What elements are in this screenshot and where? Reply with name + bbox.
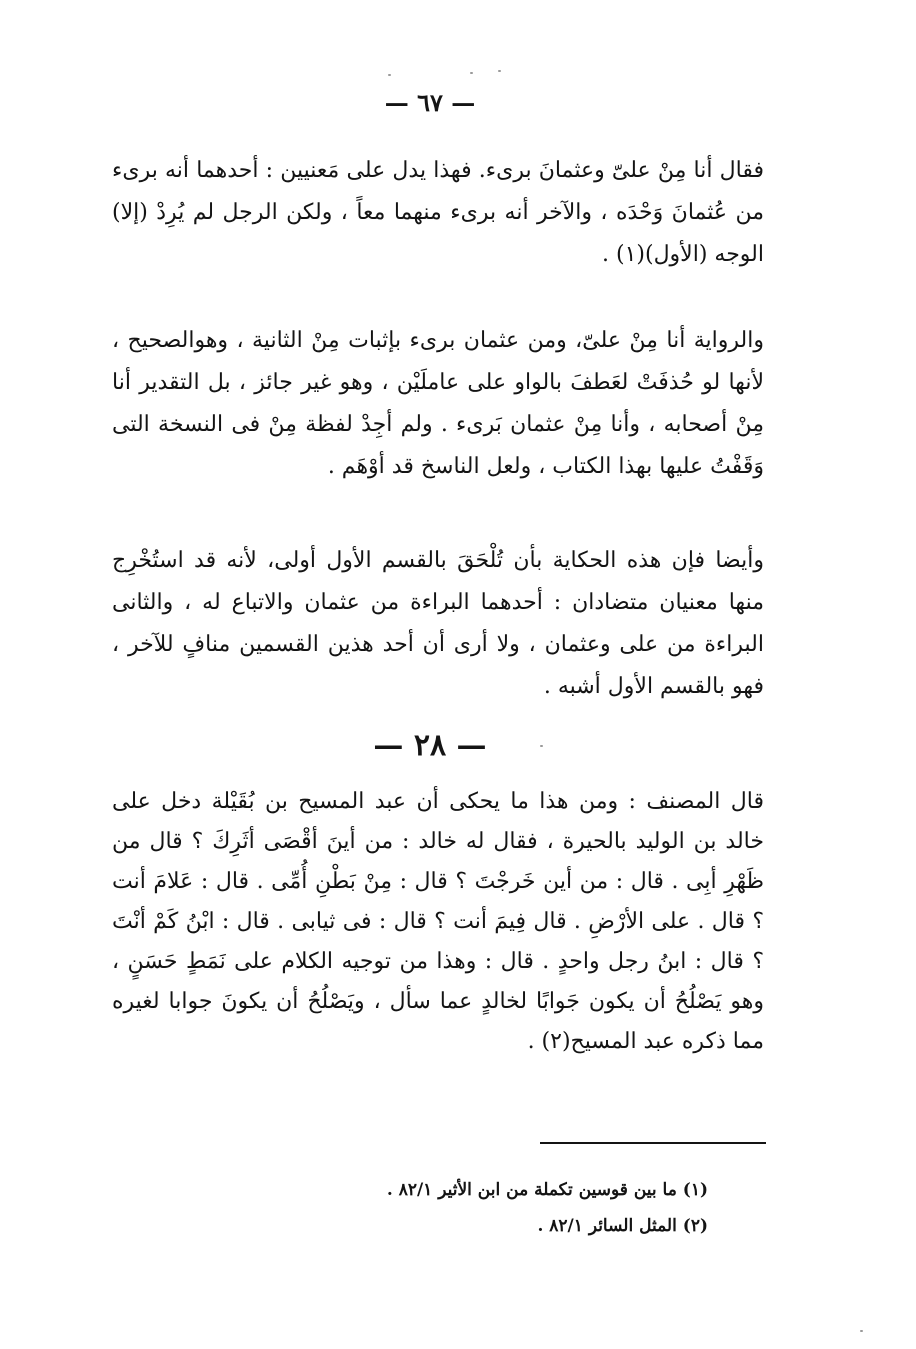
scan-speck — [860, 1330, 863, 1332]
footnotes — [200, 1172, 708, 1244]
paragraph-1 — [112, 150, 764, 276]
scan-speck — [470, 72, 473, 74]
page-number: — ٦٧ — — [384, 88, 476, 117]
paragraph-text: فقال أنا مِنْ علىّ وعثمانَ برىء. فهذا يدل على مَعنيين : أحدهما أنه برىء من عُثمانَ وَحْدَه ، والآخر أنه برىء منهما معاً ، ولكن الرجل لم يُرِدْ (إلا) الوجه (الأول)(١) . — [112, 158, 764, 267]
paragraph-text: وأيضا فإن هذه الحكاية بأن تُلْحَقَ بالقسم الأول أولى، لأنه قد استُخْرِج منها معنيان متضادان : أحدهما البراءة من عثمان والاتباع له ، والثانى البراءة من على وعثمان ، ولا أرى أن أحد هذين القسمين منافٍ للآخر ، فهو بالقسم الأول أشبه . — [112, 548, 764, 699]
paragraph-text: والرواية أنا مِنْ علىّ، ومن عثمان برىء بإثبات مِنْ الثانية ، وهوالصحيح ، لأنها لو حُذفَتْ لعَطفَ بالواو على عاملَيْن ، وهو غير جائز ، بل التقدير أنا مِنْ أصحابه ، وأنا مِنْ عثمان بَرىء . ولم أجِدْ لفظة مِنْ فى النسخة التى وَقَفْتُ عليها بهذا الكتاب ، ولعل الناسخ قد أوْهَم . — [112, 328, 765, 479]
paragraph-text: قال المصنف : ومن هذا ما يحكى أن عبد المسيح بن بُقَيْلة دخل على خالد بن الوليد بالحيرة ، فقال له خالد : من أينَ أقْصَى أثَرِكَ ؟ قال من ظَهْرِ أبِى . قال : من أين خَرجْتَ ؟ قال : مِنْ بَطْنِ أُمِّى . قال : عَلامَ أنت ؟ قال . على الأرْضِ . قال فِيمَ أنت ؟ قال : فى ثيابى . قال : ابْنُ كَمْ أنْتَ ؟ قال : ابنُ رجل واحدٍ . قال : وهذا من توجيه الكلام على نَمَطٍ حَسَنٍ ، وهو يَصْلُحُ أن يكون جَوابًا لخالدٍ عما سأل ، ويَصْلُحُ أن يكونَ جوابا لغيره مما ذكره عبد المسيح(٢) . — [112, 789, 764, 1054]
section-paragraph — [112, 782, 764, 1062]
footnote-divider — [540, 1142, 766, 1144]
paragraph-2 — [112, 320, 764, 488]
scan-speck — [388, 74, 391, 76]
section-number: — ٢٨ — — [373, 728, 487, 763]
paragraph-3 — [112, 540, 764, 708]
scan-speck — [498, 70, 501, 72]
footnote-2: (٢) المثل السائر ٨٢/١ . — [537, 1216, 708, 1236]
footnote-1: (١) ما بين قوسين تكملة من ابن الأثير ٨٢/١ . — [386, 1180, 708, 1200]
